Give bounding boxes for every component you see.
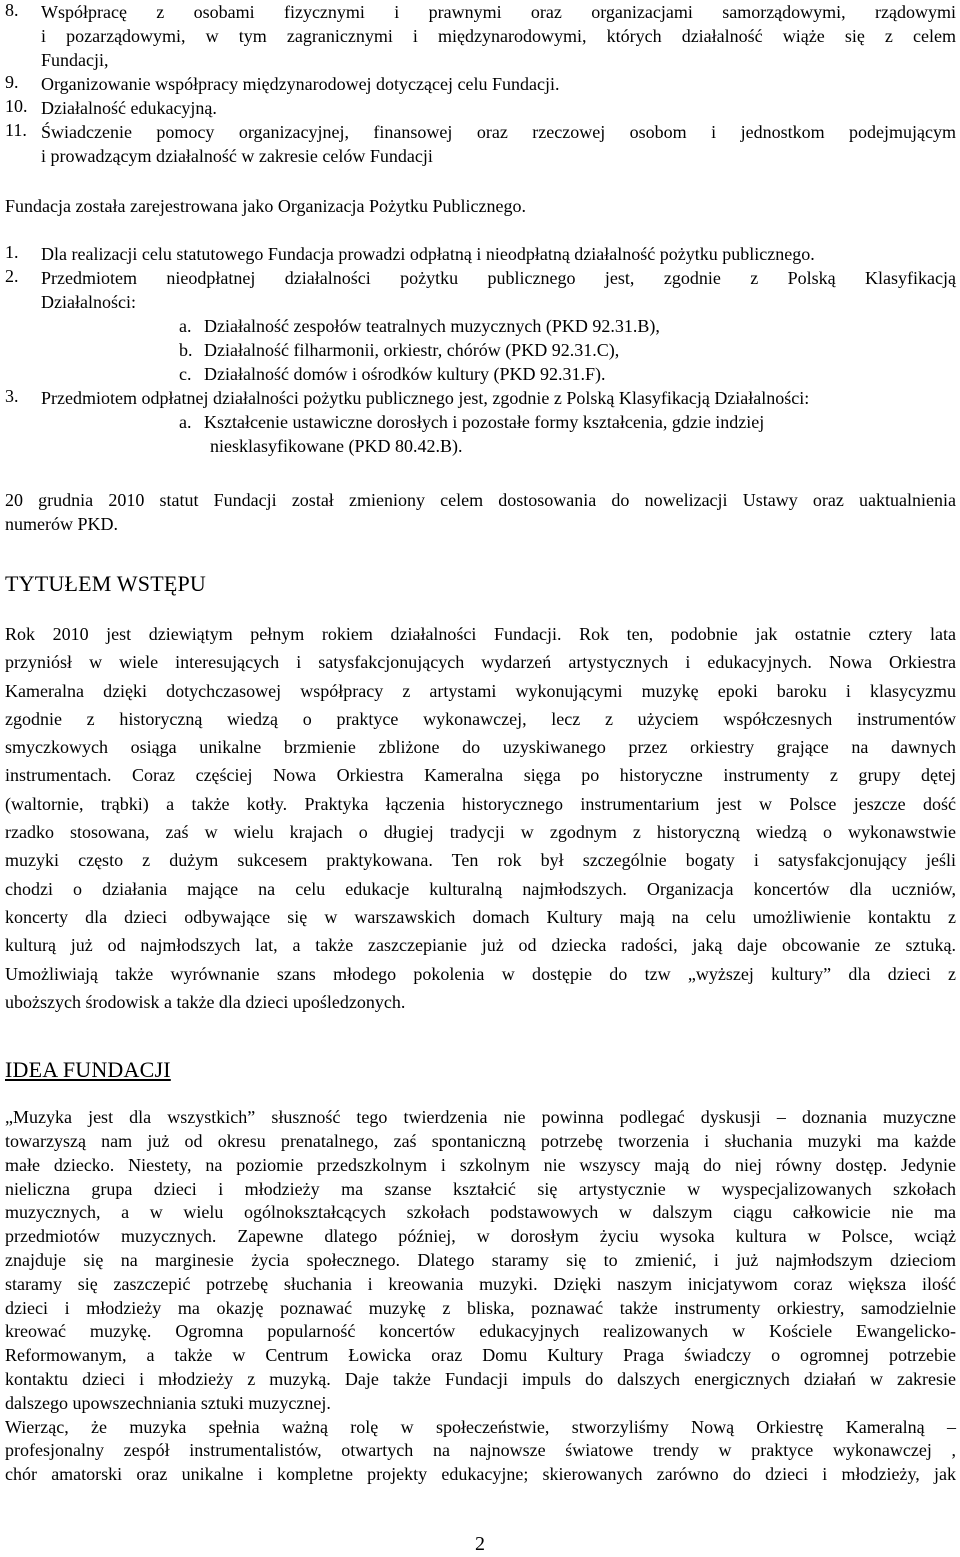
text-line: małe dziecko. Niestety, na poziomie przedszkolnym i szkolnym nie wszyscy mają do niej równy dostęp. Jedynie xyxy=(5,1154,956,1175)
text-line: Dla realizacji celu statutowego Fundacja prowadzi odpłatną i nieodpłatną działalność pożytku publicznego. xyxy=(41,244,815,264)
text-line: Świadczenie pomocy organizacyjnej, finansowej oraz rzeczowej osobom i jednostkom podejmującym xyxy=(41,122,956,142)
sub-letter: a. xyxy=(179,316,192,336)
list-item xyxy=(5,242,956,266)
text-line: muzyki często z dużym sukcesem praktykowana. Ten rok był szczególnie bogaty i satysfakcjonujący jeśli xyxy=(5,850,956,871)
text-line: numerów PKD. xyxy=(5,514,118,534)
list-number: 11. xyxy=(5,120,27,140)
list-number: 10. xyxy=(5,96,28,116)
text-line: profesjonalny zespół instrumentalistów, otwartych na najnowsze światowe trendy w praktyce wykonawczej , xyxy=(5,1440,956,1461)
sub-letter: a. xyxy=(179,412,192,432)
sub-text: Kształcenie ustawiczne dorosłych i pozostałe formy kształcenia, gdzie indziej xyxy=(204,412,765,432)
idea-paragraph xyxy=(5,1106,956,1487)
text-line: kulturą już od najmłodszych lat, a także zaszczepianie już od dziecka radości, jaką daje obcowanie ze sztuką. xyxy=(5,935,956,956)
page-number: 2 xyxy=(475,1533,485,1555)
sub-list-item xyxy=(5,362,956,386)
text-line: dalszego upowszechniania sztuki muzycznej. xyxy=(5,1392,331,1413)
text-line: nieliczna grupa dzieci i młodzieży ma szanse kształcić się artystycznie w wyspecjalizowanych szkołach xyxy=(5,1178,956,1199)
text-line: i prowadzącym działalność w zakresie celów Fundacji xyxy=(41,146,433,166)
text-line: koncerty dla dzieci odbywające się w warszawskich domach Kultury mają na celu umożliwienie kontaktu z xyxy=(5,906,956,927)
text-line: Wierząc, że muzyka spełnia ważną rolę w społeczeństwie, stworzyliśmy Nową Orkiestrę Kameralną – xyxy=(5,1416,956,1437)
text-line: 20 grudnia 2010 statut Fundacji został zmieniony celem dostosowania do nowelizacji Ustawy oraz uaktualnienia xyxy=(5,490,956,510)
registration-note: Fundacja została zarejestrowana jako Organizacja Pożytku Publicznego. xyxy=(5,196,526,216)
list-number: 9. xyxy=(5,72,19,92)
list-item xyxy=(5,0,956,24)
sub-letter: b. xyxy=(179,340,193,360)
text-line: uboższych środowisk a także dla dzieci upośledzonych. xyxy=(5,991,406,1012)
text-line: Działalność edukacyjną. xyxy=(41,98,217,118)
opp-list xyxy=(5,242,956,458)
text-line: rzadko stosowana, zaś w wielu krajach o długiej tradycji w zgodnym z historyczną wiedzą o wykonawstwie xyxy=(5,822,956,843)
text-line: zgodnie z historyczną wiedzą o praktyce wykonawczej, lecz z użyciem współczesnych instrumentów xyxy=(5,708,956,729)
text-line: staramy się zaszczepić potrzebę słuchania i kreowania muzyki. Dzięki naszym inicjatywom coraz większa ilość xyxy=(5,1273,956,1294)
intro-paragraph xyxy=(5,620,956,1016)
text-line: muzycznych, a w wielu ogólnokształcących szkołach podstawowych w dalszym ciągu całkowicie nie ma xyxy=(5,1202,956,1223)
list-item xyxy=(5,120,956,144)
text-line: Współpracę z osobami fizycznymi i prawnymi oraz organizacjami samorządowymi, rządowymi xyxy=(41,2,956,22)
text-line: i pozarządowymi, w tym zagranicznymi i międzynarodowymi, których działalność wiąże się z celem xyxy=(41,26,956,46)
sub-text: Działalność zespołów teatralnych muzycznych (PKD 92.31.B), xyxy=(204,316,660,336)
list-item xyxy=(5,266,956,290)
text-line: Przedmiotem odpłatnej działalności pożytku publicznego jest, zgodnie z Polską Klasyfikacją Działalności: xyxy=(41,388,810,408)
text-line: Działalności: xyxy=(41,292,136,312)
idea-heading: IDEA FUNDACJI xyxy=(5,1057,171,1083)
sub-text: Działalność domów i ośrodków kultury (PKD 92.31.F). xyxy=(204,364,606,384)
sub-list-item xyxy=(5,338,956,362)
text-line: dzieci i młodzieży ma okazję poznawać muzykę z bliska, poznawać także instrumenty orkiestry, samodzielnie xyxy=(5,1297,956,1318)
document-page xyxy=(5,0,956,1487)
text-line: Reformowanym, a także w Centrum Łowicka oraz Domu Kultury Praga świadczy o ogromnej potrzebie xyxy=(5,1345,956,1366)
text-line: chór amatorski oraz unikalne i kompletne projekty edukacyjne; skierowanych zarówno do dzieci i młodzieży, jak xyxy=(5,1464,956,1485)
list-item xyxy=(5,386,956,410)
text-line: kontaktu dzieci i młodzieży z muzyką. Daje także Fundacji impuls do dalszych energicznych działań w zakresie xyxy=(5,1368,956,1389)
text-line: Kameralna dzięki dotychczasowej współpracy z artystami wykonującymi muzykę epoki baroku i klasycyzmu xyxy=(5,680,956,701)
goals-list xyxy=(5,0,956,168)
text-line: Fundacji, xyxy=(41,50,109,70)
sub-letter: c. xyxy=(179,364,192,384)
text-line: chodzi o działania mające na celu edukacje kulturalną najmłodszych. Organizacja koncertów dla uczniów, xyxy=(5,878,956,899)
list-number: 8. xyxy=(5,0,19,20)
text-line: Rok 2010 jest dziewiątym pełnym rokiem działalności Fundacji. Rok ten, podobnie jak ostatnie cztery lata xyxy=(5,624,956,644)
sub-text: Działalność filharmonii, orkiestr, chórów (PKD 92.31.C), xyxy=(204,340,620,360)
text-line: Przedmiotem nieodpłatnej działalności pożytku publicznego jest, zgodnie z Polską Klasyfikacją xyxy=(41,268,956,288)
text-line: towarzyszą nam już od okresu prenatalnego, zaś spontaniczną potrzebę tworzenia i słuchania muzyki ma każde xyxy=(5,1130,956,1151)
text-line: Organizowanie współpracy międzynarodowej dotyczącej celu Fundacji. xyxy=(41,74,560,94)
sub-list-item xyxy=(5,410,956,434)
text-line: niesklasyfikowane (PKD 80.42.B). xyxy=(210,436,463,456)
text-line: kreować muzykę. Ogromna popularność koncertów edukacyjnych realizowanych w Kościele Ewangelicko- xyxy=(5,1321,956,1342)
text-line: Umożliwiają także wyrównanie szans młodego pokolenia w dostępie do tzw „wyższej kultury” dla dzieci z xyxy=(5,963,956,984)
text-line: znajduje się na marginesie życia społecznego. Dlatego staramy się to zmienić, i już najmłodszym dzieciom xyxy=(5,1249,956,1270)
list-item xyxy=(5,96,956,120)
sub-list-item xyxy=(5,314,956,338)
intro-heading: TYTUŁEM WSTĘPU xyxy=(5,571,206,596)
text-line: „Muzyka jest dla wszystkich” słuszność tego twierdzenia nie powinna podlegać dyskusji – doznania muzyczne xyxy=(5,1107,956,1128)
list-number: 3. xyxy=(5,386,19,406)
list-item xyxy=(5,72,956,96)
text-line: smyczkowych osiąga unikalne brzmienie zbliżone do uzyskiwanego przez orkiestry grające na dawnych xyxy=(5,737,956,758)
text-line: instrumentach. Coraz częściej Nowa Orkiestra Kameralna sięga po historyczne instrumenty z grupy dętej xyxy=(5,765,956,786)
list-number: 2. xyxy=(5,266,19,286)
text-line: przedmiotów muzycznych. Zapewne dlatego później, w dorosłym życiu wysoka kultura w Polsce, wciąż xyxy=(5,1226,956,1247)
list-number: 1. xyxy=(5,242,19,262)
text-line: przyniósł w wiele interesujących i satysfakcjonujących wydarzeń artystycznych i edukacyjnych. Nowa Orkiestra xyxy=(5,652,956,673)
statute-change-paragraph xyxy=(5,488,956,536)
text-line: (waltornie, trąbki) a także kotły. Praktyka łączenia historycznego instrumentarium jest w Polsce jeszcze dość xyxy=(5,793,956,814)
